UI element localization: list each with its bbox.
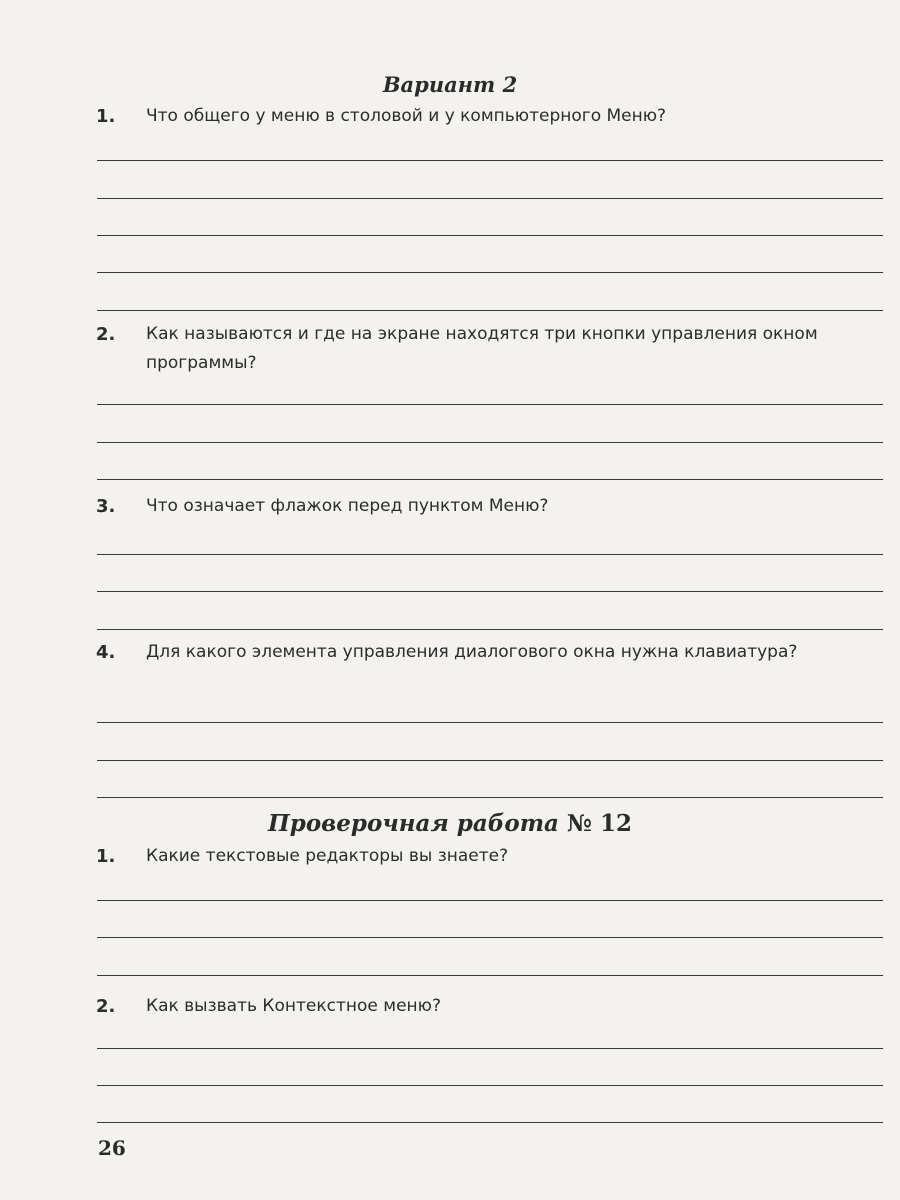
question-number: 1. [96, 106, 116, 127]
answer-line[interactable] [97, 937, 883, 938]
answer-line[interactable] [97, 797, 883, 798]
question-text: Как называются и где на экране находятся три кнопки управления окном программы? [146, 324, 818, 373]
page-number: 26 [98, 1136, 126, 1160]
test-question-1 [96, 842, 896, 871]
question-number: 4. [96, 642, 116, 663]
test-heading-text: Проверочная работа [268, 810, 567, 837]
question-3 [96, 492, 896, 521]
answer-line[interactable] [97, 554, 883, 555]
question-text: Какие текстовые редакторы вы знаете? [146, 846, 509, 866]
question-4 [96, 638, 896, 667]
question-text: Что общего у меню в столовой и у компьютерного Меню? [146, 106, 667, 126]
answer-line[interactable] [97, 1122, 883, 1123]
question-text: Как вызвать Контекстное меню? [146, 996, 441, 1016]
question-number: 3. [96, 496, 116, 517]
variant-heading: Вариант 2 [382, 72, 518, 97]
test-question-2 [96, 992, 896, 1021]
answer-line[interactable] [97, 1085, 883, 1086]
question-number: 2. [96, 996, 116, 1017]
answer-line[interactable] [97, 722, 883, 723]
question-1 [96, 102, 896, 131]
test-heading-number: № 12 [566, 810, 632, 837]
question-number: 2. [96, 324, 116, 345]
answer-line[interactable] [97, 900, 883, 901]
answer-line[interactable] [97, 975, 883, 976]
question-text: Для какого элемента управления диалогового окна нужна клавиатура? [146, 642, 798, 662]
question-text: Что означает флажок перед пунктом Меню? [146, 496, 549, 516]
answer-line[interactable] [97, 442, 883, 443]
answer-line[interactable] [97, 479, 883, 480]
answer-line[interactable] [97, 1048, 883, 1049]
answer-line[interactable] [97, 591, 883, 592]
test-heading [0, 810, 900, 837]
answer-line[interactable] [97, 404, 883, 405]
answer-line[interactable] [97, 310, 883, 311]
answer-line[interactable] [97, 198, 883, 199]
question-2 [96, 320, 896, 378]
answer-line[interactable] [97, 629, 883, 630]
question-number: 1. [96, 846, 116, 867]
answer-line[interactable] [97, 272, 883, 273]
answer-line[interactable] [97, 235, 883, 236]
answer-line[interactable] [97, 160, 883, 161]
answer-line[interactable] [97, 760, 883, 761]
